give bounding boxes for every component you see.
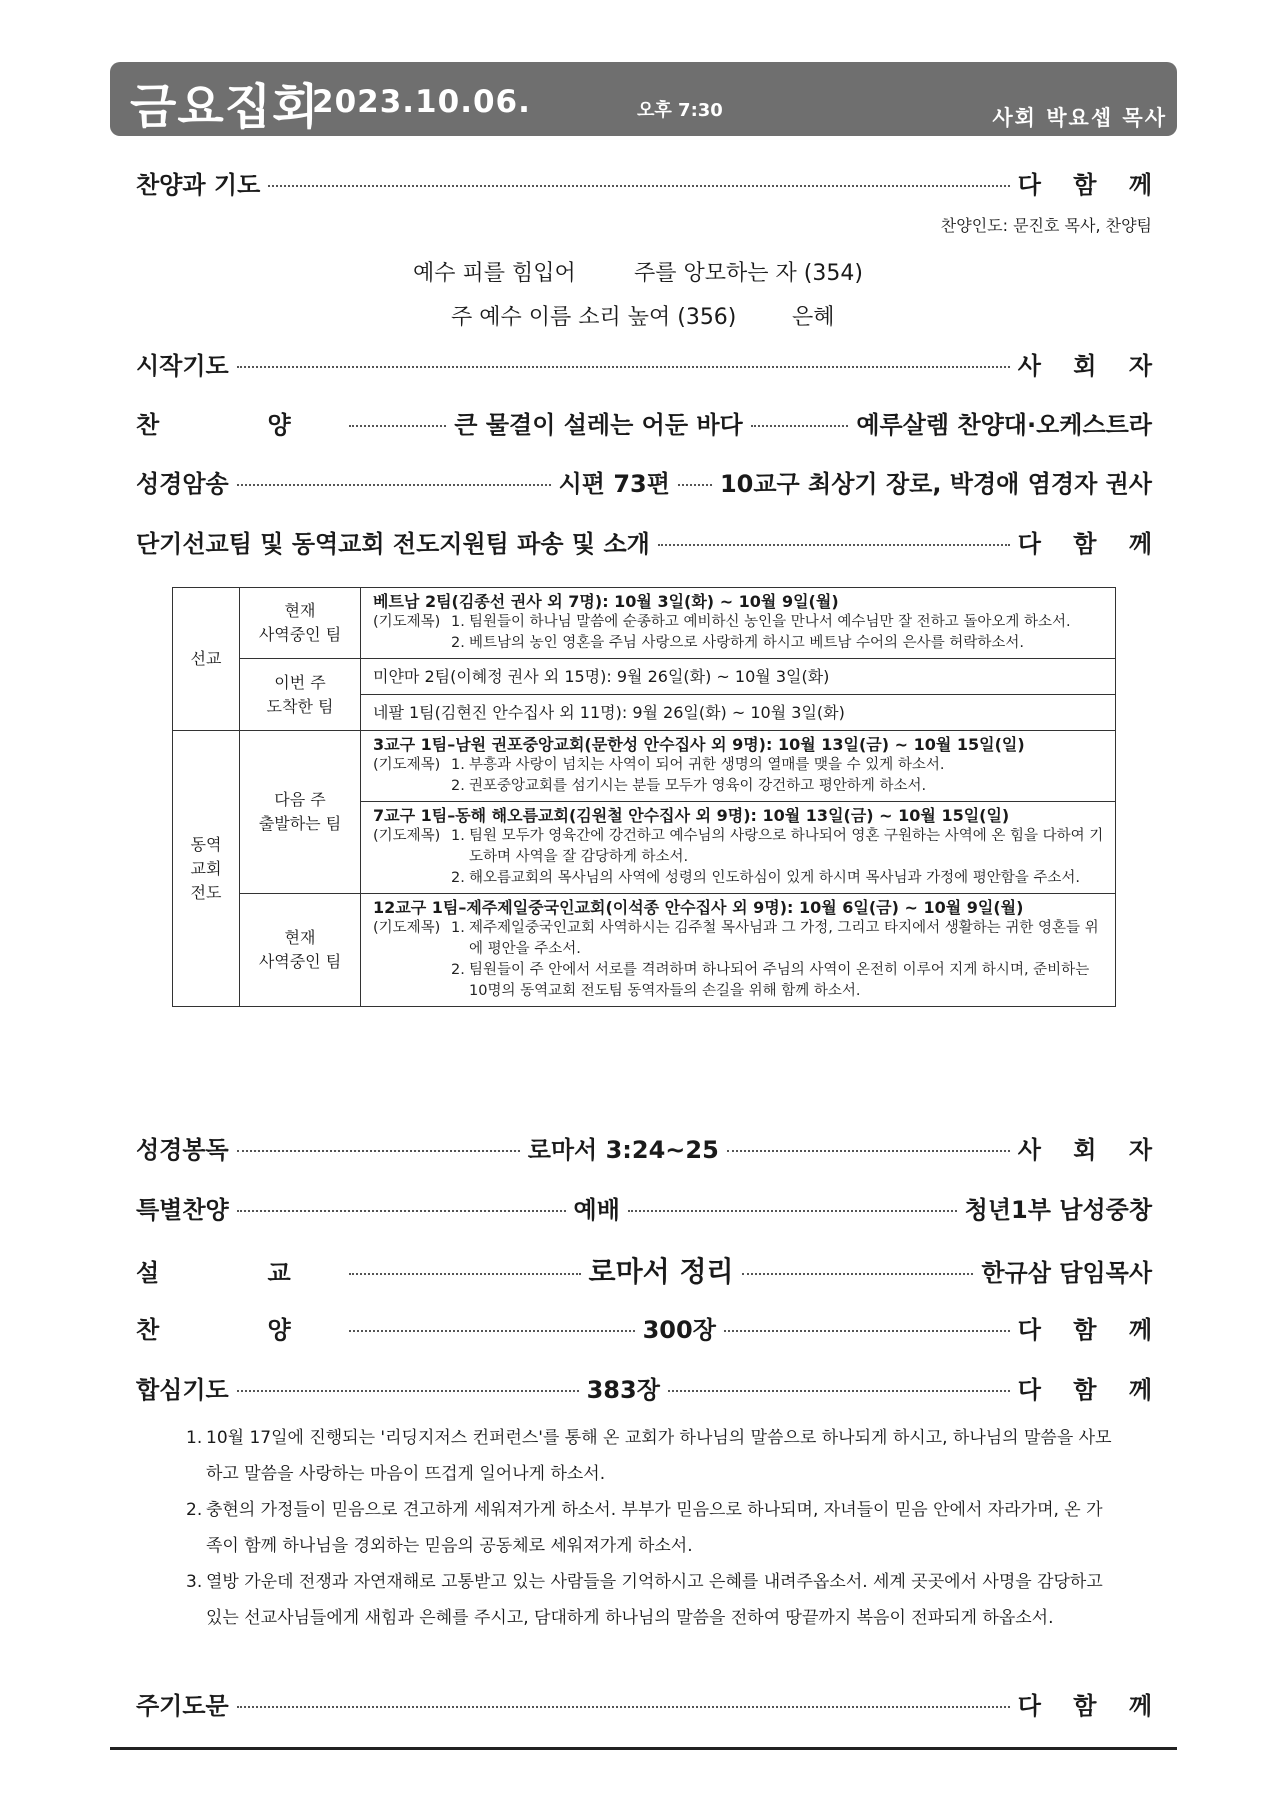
order-right: 사 회 자 bbox=[1017, 352, 1164, 380]
order-row-sermon bbox=[136, 1250, 1152, 1290]
order-middle: 예배 bbox=[573, 1196, 620, 1224]
order-row-praise-prayer bbox=[136, 165, 1164, 200]
dot-leader bbox=[658, 544, 1010, 546]
hymn-2: 주를 앙모하는 자 (354) bbox=[634, 261, 863, 286]
dot-leader bbox=[678, 484, 712, 486]
prayer-item: 2. 충현의 가정들이 믿음으로 견고하게 세워져가게 하소서. 부부가 믿음으로 하나되며, 자녀들이 믿음 안에서 자라가며, 온 가족이 함께 하나님을 경외하는 믿음의 공동체로 세워져가게 하소서. bbox=[186, 1500, 1103, 1556]
sermon-title: 로마서 정리 bbox=[588, 1255, 734, 1288]
order-row-mission-sending bbox=[136, 524, 1164, 559]
team-namwon: 3교구 1팀–남원 권포중앙교회(문한성 안수집사 외 9명): 10월 13일(금) ~ 10월 15일(일) (기도제목) 1. 부흥과 사랑이 넘치는 사역이 되어 귀한 생명의 열매를 맺을 수 있게 하소서. 2. 권포중앙교회를 섬기시는 분들 모두가 영육이 강건하고 평안하게 하소서. bbox=[361, 731, 1116, 802]
hymn-4: 은혜 bbox=[792, 305, 835, 330]
order-label: 설 교 bbox=[136, 1259, 341, 1287]
service-date: 2023.10.06. bbox=[312, 84, 531, 120]
order-right: 다 함 께 bbox=[1017, 1376, 1164, 1404]
order-row-hymn bbox=[136, 1310, 1165, 1345]
order-label: 합심기도 bbox=[136, 1376, 229, 1404]
mission-teams-table bbox=[172, 587, 1116, 1007]
dot-leader bbox=[349, 425, 447, 427]
dot-leader bbox=[237, 484, 551, 486]
order-label: 시작기도 bbox=[136, 352, 229, 380]
dot-leader bbox=[268, 185, 1009, 187]
order-right: 예루살렘 찬양대·오케스트라 bbox=[856, 411, 1152, 439]
dot-leader bbox=[237, 366, 1010, 368]
service-title: 금요집회 bbox=[130, 79, 320, 135]
order-row-scripture bbox=[136, 1130, 1165, 1165]
hymn-3: 주 예수 이름 소리 높여 (356) bbox=[451, 305, 737, 330]
dot-leader bbox=[237, 1390, 579, 1392]
sub-next-week-teams: 다음 주 출발하는 팀 bbox=[240, 731, 361, 894]
order-right: 사 회 자 bbox=[1017, 1136, 1165, 1164]
team-nepal: 네팔 1팀(김현진 안수집사 외 11명): 9월 26일(화) ~ 10월 3일(화) bbox=[361, 695, 1116, 731]
order-right: 다 함 께 bbox=[1017, 1692, 1164, 1720]
order-right: 한규삼 담임목사 bbox=[981, 1259, 1153, 1287]
prayer-items bbox=[186, 1420, 1116, 1636]
team-jeju: 12교구 1팀–제주제일중국인교회(이석종 안수집사 외 9명): 10월 6일(금) ~ 10월 9일(월) (기도제목) 1. 제주제일중국인교회 사역하시는 김주철 목사님과 그 가정, 그리고 타지에서 생활하는 귀한 영혼들 위에 평안을 주소서. 2. 팀원들이 주 안에서 서로를 격려하며 하나되어 주님의 사역이 온전히 이루어 지게 하시며, 준비하는 10명의 동역교회 전도팀 동역자들의 손길을 위해 함께 하소서. bbox=[361, 894, 1116, 1007]
order-middle: 시편 73편 bbox=[558, 470, 670, 498]
prayer-item: 1. 10월 17일에 진행되는 '리딩지저스 컨퍼런스'를 통해 온 교회가 하나님의 말씀으로 하나되게 하시고, 하나님의 말씀을 사모하고 말씀을 사랑하는 마음이 뜨겁게 일어나게 하소서. bbox=[186, 1428, 1112, 1484]
order-right: 10교구 최상기 장로, 박경애 염경자 권사 bbox=[719, 470, 1152, 498]
dot-leader bbox=[237, 1210, 566, 1212]
sub-current-teams-2: 현재 사역중인 팀 bbox=[240, 894, 361, 1007]
category-partner-church: 동역 교회 전도 bbox=[173, 731, 240, 1007]
header-banner bbox=[110, 62, 1177, 136]
dot-leader bbox=[237, 1706, 1010, 1708]
order-right: 다 함 께 bbox=[1017, 530, 1164, 558]
order-middle: 300장 bbox=[642, 1316, 716, 1344]
sub-current-teams: 현재 사역중인 팀 bbox=[240, 588, 361, 659]
order-label: 성경암송 bbox=[136, 470, 229, 498]
dot-leader bbox=[349, 1330, 635, 1332]
service-leader: 사회 박요셉 목사 bbox=[992, 106, 1167, 130]
dot-leader bbox=[727, 1150, 1010, 1152]
dot-leader bbox=[742, 1273, 974, 1275]
order-row-united-prayer bbox=[136, 1370, 1164, 1405]
order-label: 특별찬양 bbox=[136, 1196, 229, 1224]
prayer-item: 3. 열방 가운데 전쟁과 자연재해로 고통받고 있는 사람들을 기억하시고 은혜를 내려주옵소서. 세계 곳곳에서 사명을 감당하고 있는 선교사님들에게 새힘과 은혜를 주시고, 담대하게 하나님의 말씀을 전하여 땅끝까지 복음이 전파되게 하옵소서. bbox=[186, 1572, 1103, 1628]
order-label: 찬양과 기도 bbox=[136, 171, 261, 199]
praise-leader-note: 찬양인도: 문진호 목사, 찬양팀 bbox=[940, 216, 1152, 235]
team-myanmar: 미얀마 2팀(이혜정 권사 외 15명): 9월 26일(화) ~ 10월 3일(화) bbox=[361, 659, 1116, 695]
team-donghae: 7교구 1팀–동해 해오름교회(김원철 안수집사 외 9명): 10월 13일(금) ~ 10월 15일(일) (기도제목) 1. 팀원 모두가 영육간에 강건하고 예수님의 사랑으로 하나되어 영혼 구원하는 사역에 온 힘을 다하여 기도하며 사역을 잘 감당하게 하소서. 2. 해오름교회의 목사님의 사역에 성령의 인도하심이 있게 하시며 목사님과 가정에 평안함을 주소서. bbox=[361, 802, 1116, 894]
dot-leader bbox=[349, 1273, 581, 1275]
order-label: 주기도문 bbox=[136, 1692, 229, 1720]
service-time: 오후 7:30 bbox=[637, 100, 723, 121]
order-row-special-song bbox=[136, 1190, 1152, 1225]
dot-leader bbox=[668, 1390, 1010, 1392]
hymn-1: 예수 피를 힘입어 bbox=[413, 261, 576, 286]
order-middle: 큰 물결이 설레는 어둔 바다 bbox=[454, 411, 743, 439]
dot-leader bbox=[628, 1210, 957, 1212]
order-label: 단기선교팀 및 동역교회 전도지원팀 파송 및 소개 bbox=[136, 530, 650, 558]
order-label: 성경봉독 bbox=[136, 1136, 229, 1164]
order-label: 찬 양 bbox=[136, 411, 341, 439]
order-row-memorization bbox=[136, 464, 1152, 499]
dot-leader bbox=[751, 425, 849, 427]
team-vietnam: 베트남 2팀(김종선 권사 외 7명): 10월 3일(화) ~ 10월 9일(월) (기도제목) 1. 팀원들이 하나님 말씀에 순종하고 예비하신 농인을 만나서 예수님만 잘 전하고 돌아오게 하소서. 2. 베트남의 농인 영혼을 주님 사랑으로 사랑하게 하시고 베트남 수어의 은사를 허락하소서. bbox=[361, 588, 1116, 659]
order-middle: 383장 bbox=[586, 1376, 660, 1404]
order-row-opening-prayer bbox=[136, 346, 1164, 381]
order-row-lords-prayer bbox=[136, 1686, 1164, 1721]
dot-leader bbox=[724, 1330, 1010, 1332]
bottom-divider bbox=[110, 1747, 1177, 1750]
category-mission: 선교 bbox=[173, 588, 240, 731]
order-right: 청년1부 남성중창 bbox=[964, 1196, 1152, 1224]
dot-leader bbox=[237, 1150, 520, 1152]
order-row-choir bbox=[136, 405, 1152, 440]
order-label: 찬 양 bbox=[136, 1316, 341, 1344]
sub-arrived-teams: 이번 주 도착한 팀 bbox=[240, 659, 361, 731]
order-right: 다 함 께 bbox=[1017, 1316, 1165, 1344]
order-right: 다 함 께 bbox=[1017, 171, 1164, 199]
order-middle: 로마서 3:24~25 bbox=[527, 1136, 719, 1164]
